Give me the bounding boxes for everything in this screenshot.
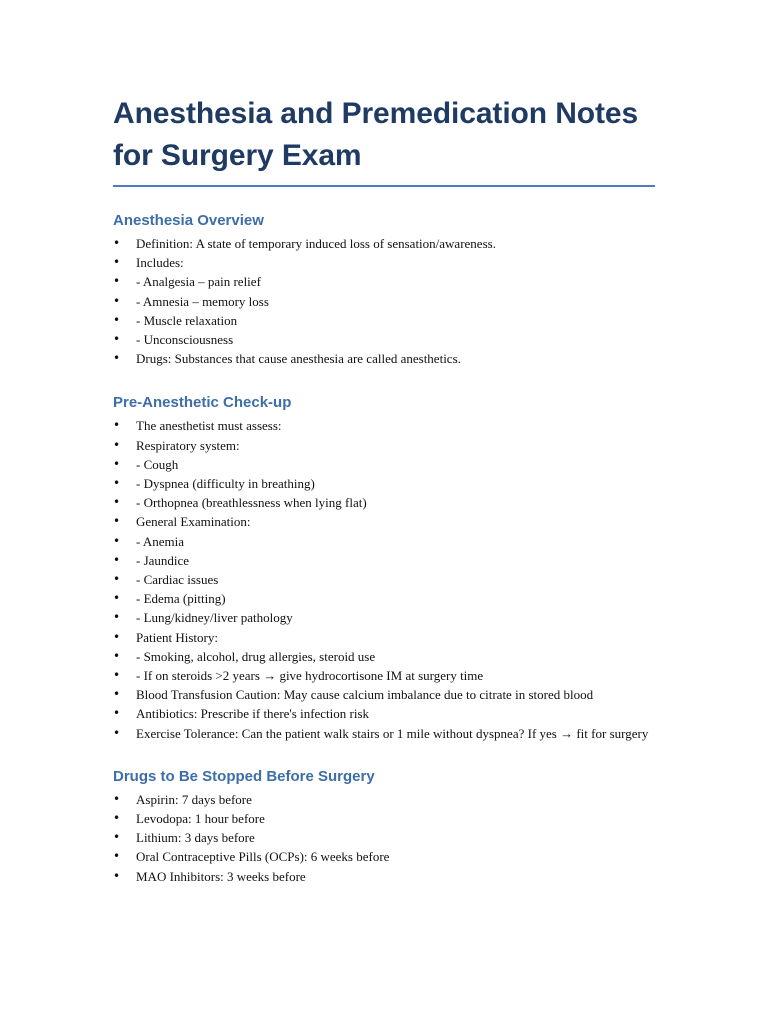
- list-item: [113, 436, 655, 455]
- list-item: [113, 867, 655, 886]
- list-item-text: Respiratory system:: [136, 437, 240, 453]
- list-item: [113, 234, 655, 253]
- bullet-icon: •: [113, 687, 121, 702]
- list-item: [113, 704, 655, 723]
- bullet-icon: •: [113, 868, 121, 883]
- page-title: Anesthesia and Premedication Notes for Surgery Exam: [113, 93, 655, 187]
- list-item: [113, 292, 655, 311]
- list-item-text: - Lung/kidney/liver pathology: [136, 610, 293, 626]
- list-item: [113, 532, 655, 551]
- list-item: [113, 790, 655, 809]
- bullet-icon: •: [113, 351, 121, 366]
- list-item-text: The anesthetist must assess:: [136, 418, 282, 434]
- list-item-text: - Jaundice: [136, 552, 190, 568]
- list-item-text: - Orthopnea (breathlessness when lying flat): [136, 495, 367, 511]
- list-item-text: Antibiotics: Prescribe if there's infection risk: [136, 706, 370, 722]
- list-item: [113, 253, 655, 272]
- list-item: [113, 272, 655, 291]
- list-item-text: - Unconsciousness: [136, 332, 234, 348]
- list-item: [113, 455, 655, 474]
- bullet-icon: •: [113, 572, 121, 587]
- list-item-text: Lithium: 3 days before: [136, 830, 255, 846]
- list-item: [113, 589, 655, 608]
- list-item: [113, 666, 655, 685]
- bullet-icon: •: [113, 437, 121, 452]
- bullet-icon: •: [113, 849, 121, 864]
- list-item: [113, 647, 655, 666]
- bullet-icon: •: [113, 811, 121, 826]
- bullet-list: [113, 416, 655, 742]
- bullet-icon: •: [113, 456, 121, 471]
- list-item: [113, 847, 655, 866]
- list-item-text: - Cardiac issues: [136, 572, 219, 588]
- list-item-text: - Cough: [136, 456, 179, 472]
- list-item-text: - Anemia: [136, 533, 185, 549]
- bullet-icon: •: [113, 791, 121, 806]
- bullet-icon: •: [113, 648, 121, 663]
- list-item-text: - Analgesia – pain relief: [136, 274, 261, 290]
- bullet-list: [113, 234, 655, 368]
- list-item-text: MAO Inhibitors: 3 weeks before: [136, 868, 306, 884]
- section-drugs-stopped-before-surgery: [113, 767, 655, 886]
- list-item: [113, 474, 655, 493]
- bullet-icon: •: [113, 255, 121, 270]
- list-item-text: - Muscle relaxation: [136, 312, 238, 328]
- list-item-text: - Edema (pitting): [136, 591, 226, 607]
- list-item-text: Blood Transfusion Caution: May cause calcium imbalance due to citrate in stored blood: [136, 687, 594, 703]
- bullet-icon: •: [113, 418, 121, 433]
- bullet-icon: •: [113, 610, 121, 625]
- list-item-text: Patient History:: [136, 629, 218, 645]
- bullet-icon: •: [113, 293, 121, 308]
- list-item: [113, 608, 655, 627]
- list-item-text: General Examination:: [136, 514, 251, 530]
- bullet-list: [113, 790, 655, 886]
- bullet-icon: •: [113, 312, 121, 327]
- bullet-icon: •: [113, 274, 121, 289]
- list-item: [113, 512, 655, 531]
- list-item: [113, 628, 655, 647]
- list-item: [113, 349, 655, 368]
- list-item-text: - Smoking, alcohol, drug allergies, steroid use: [136, 648, 376, 664]
- bullet-icon: •: [113, 495, 121, 510]
- list-item-text: Oral Contraceptive Pills (OCPs): 6 weeks before: [136, 849, 390, 865]
- section-heading: Anesthesia Overview: [113, 212, 264, 229]
- list-item: [113, 724, 655, 743]
- bullet-icon: •: [113, 706, 121, 721]
- section-heading: Pre-Anesthetic Check-up: [113, 394, 292, 412]
- bullet-icon: •: [113, 668, 121, 683]
- list-item-text: Drugs: Substances that cause anesthesia are called anesthetics.: [136, 351, 461, 367]
- document-page: [113, 93, 655, 886]
- section-anesthesia-overview: [113, 211, 655, 368]
- list-item-text: Aspirin: 7 days before: [136, 791, 252, 807]
- list-item-text: - Dyspnea (difficulty in breathing): [136, 476, 315, 492]
- bullet-icon: •: [113, 725, 121, 740]
- list-item: [113, 416, 655, 435]
- bullet-icon: •: [113, 476, 121, 491]
- bullet-icon: •: [113, 514, 121, 529]
- list-item: [113, 311, 655, 330]
- list-item: [113, 828, 655, 847]
- bullet-icon: •: [113, 236, 121, 250]
- bullet-icon: •: [113, 552, 121, 567]
- list-item: [113, 809, 655, 828]
- list-item-text: Exercise Tolerance: Can the patient walk stairs or 1 mile without dyspnea? If yes → fit for surgery: [136, 725, 649, 741]
- list-item-text: Definition: A state of temporary induced loss of sensation/awareness.: [136, 236, 496, 251]
- list-item-text: Levodopa: 1 hour before: [136, 811, 265, 827]
- list-item: [113, 330, 655, 349]
- bullet-icon: •: [113, 533, 121, 548]
- bullet-icon: •: [113, 629, 121, 644]
- bullet-icon: •: [113, 830, 121, 845]
- list-item: [113, 570, 655, 589]
- list-item: [113, 685, 655, 704]
- list-item-text: - If on steroids >2 years → give hydrocortisone IM at surgery time: [136, 668, 484, 684]
- list-item-text: Includes:: [136, 255, 184, 271]
- section-pre-anesthetic-check-up: [113, 393, 655, 742]
- list-item-text: - Amnesia – memory loss: [136, 293, 269, 309]
- list-item: [113, 493, 655, 512]
- list-item: [113, 551, 655, 570]
- bullet-icon: •: [113, 332, 121, 347]
- bullet-icon: •: [113, 591, 121, 606]
- section-heading: Drugs to Be Stopped Before Surgery: [113, 767, 375, 785]
